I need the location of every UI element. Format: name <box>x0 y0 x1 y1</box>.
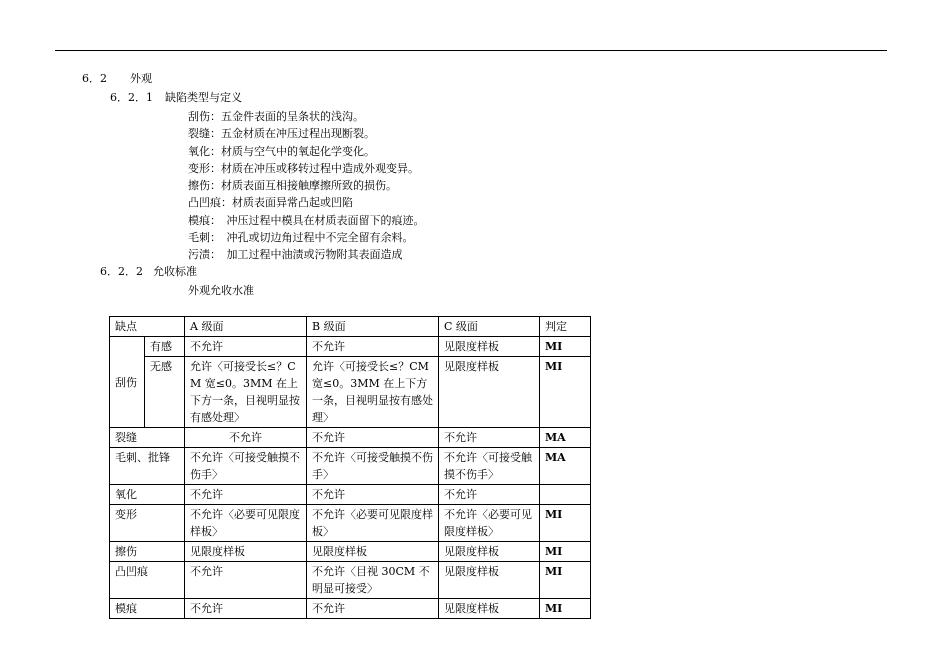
section-6-2-1-heading <box>110 91 242 105</box>
header-rule <box>55 50 887 51</box>
defect-cell: 裂缝 <box>110 428 185 448</box>
definition-item: 擦伤：材质表面互相接触摩擦所致的损伤。 <box>188 179 397 193</box>
judgement-cell: MA <box>540 428 591 448</box>
table-title: 外观允收水准 <box>188 284 254 297</box>
table-header-row <box>110 317 591 337</box>
table-row <box>110 562 591 599</box>
defect-cell: 模痕 <box>110 599 185 619</box>
judgement-cell: MI <box>540 505 591 542</box>
grade-c-cell: 见限度样板 <box>439 542 540 562</box>
grade-a-cell: 不允许 <box>185 428 307 448</box>
grade-b-cell: 不允许〈必要可见限度样板〉 <box>307 505 439 542</box>
grade-c-cell: 不允许〈必要可见限度样板〉 <box>439 505 540 542</box>
section-6-2-heading <box>82 72 152 86</box>
table-row <box>110 428 591 448</box>
grade-c-cell: 不允许〈可接受触摸不伤手〉 <box>439 448 540 485</box>
grade-a-cell: 不允许〈可接受触摸不伤手〉 <box>185 448 307 485</box>
header-defect: 缺点 <box>110 317 185 337</box>
judgement-cell: MI <box>540 337 591 357</box>
judgement-cell: MI <box>540 542 591 562</box>
grade-a-cell: 不允许 <box>185 485 307 505</box>
grade-b-cell: 不允许 <box>307 485 439 505</box>
table-row <box>110 599 591 619</box>
acceptance-table <box>109 316 591 619</box>
header-grade-c: C 级面 <box>439 317 540 337</box>
table-row <box>110 542 591 562</box>
grade-c-cell: 不允许 <box>439 428 540 448</box>
defect-cell: 凸凹痕 <box>110 562 185 599</box>
table-row <box>110 357 591 428</box>
defect-definitions-list <box>188 108 425 264</box>
definition-item: 凸凹痕：材质表面异常凸起或凹陷 <box>188 196 353 210</box>
defect-cell: 刮伤 <box>110 337 145 428</box>
header-grade-a: A 级面 <box>185 317 307 337</box>
grade-b-cell: 允许〈可接受长≤？CM 宽≤0。3MM 在上下方一条，目视明显按有感处理〉 <box>307 357 439 428</box>
definition-item: 模痕： 冲压过程中模具在材质表面留下的痕迹。 <box>188 213 425 227</box>
defect-cell: 毛刺、批锋 <box>110 448 185 485</box>
table-row <box>110 337 591 357</box>
definition-item: 毛刺： 冲孔或切边角过程中不完全留有余料。 <box>188 231 414 245</box>
definition-item: 氧化：材质与空气中的氧起化学变化。 <box>188 144 375 158</box>
table-row <box>110 448 591 485</box>
grade-a-cell: 允许〈可接受长≤？CM 宽≤0。3MM 在上下方一条，目视明显按有感处理〉 <box>185 357 307 428</box>
sub-defect-cell: 无感 <box>145 357 185 428</box>
judgement-cell: MA <box>540 448 591 485</box>
section-title: 外观 <box>130 72 152 85</box>
grade-a-cell: 不允许〈必要可见限度样板〉 <box>185 505 307 542</box>
table-row <box>110 505 591 542</box>
grade-a-cell: 不允许 <box>185 599 307 619</box>
grade-b-cell: 见限度样板 <box>307 542 439 562</box>
grade-b-cell: 不允许 <box>307 599 439 619</box>
section-title: 允收标准 <box>153 265 197 278</box>
table-row <box>110 485 591 505</box>
defect-cell: 擦伤 <box>110 542 185 562</box>
judgement-cell: MI <box>540 357 591 428</box>
grade-c-cell: 见限度样板 <box>439 562 540 599</box>
grade-b-cell: 不允许〈可接受触摸不伤手〉 <box>307 448 439 485</box>
definition-item: 变形：材质在冲压或移转过程中造成外观变异。 <box>188 161 419 175</box>
grade-b-cell: 不允许〈目视 30CM 不明显可接受〉 <box>307 562 439 599</box>
section-number: 6．2 <box>82 72 107 85</box>
definition-item: 裂缝：五金材质在冲压过程出现断裂。 <box>188 127 375 141</box>
section-number: 6．2．2 <box>100 265 143 278</box>
judgement-cell: MI <box>540 562 591 599</box>
defect-cell: 变形 <box>110 505 185 542</box>
judgement-cell: MI <box>540 599 591 619</box>
section-number: 6．2．1 <box>110 91 153 104</box>
sub-defect-cell: 有感 <box>145 337 185 357</box>
defect-cell: 氧化 <box>110 485 185 505</box>
header-judgement: 判定 <box>540 317 591 337</box>
grade-c-cell: 不允许 <box>439 485 540 505</box>
grade-c-cell: 见限度样板 <box>439 337 540 357</box>
section-title: 缺陷类型与定义 <box>165 91 242 104</box>
grade-c-cell: 见限度样板 <box>439 357 540 428</box>
grade-a-cell: 不允许 <box>185 562 307 599</box>
grade-a-cell: 见限度样板 <box>185 542 307 562</box>
definition-item: 刮伤：五金件表面的呈条状的浅沟。 <box>188 110 364 123</box>
section-6-2-2-heading <box>100 265 197 279</box>
judgement-cell <box>540 485 591 505</box>
header-grade-b: B 级面 <box>307 317 439 337</box>
grade-c-cell: 见限度样板 <box>439 599 540 619</box>
grade-a-cell: 不允许 <box>185 337 307 357</box>
grade-b-cell: 不允许 <box>307 337 439 357</box>
grade-b-cell: 不允许 <box>307 428 439 448</box>
definition-item: 污渍： 加工过程中油渍或污物附其表面造成 <box>188 248 403 262</box>
